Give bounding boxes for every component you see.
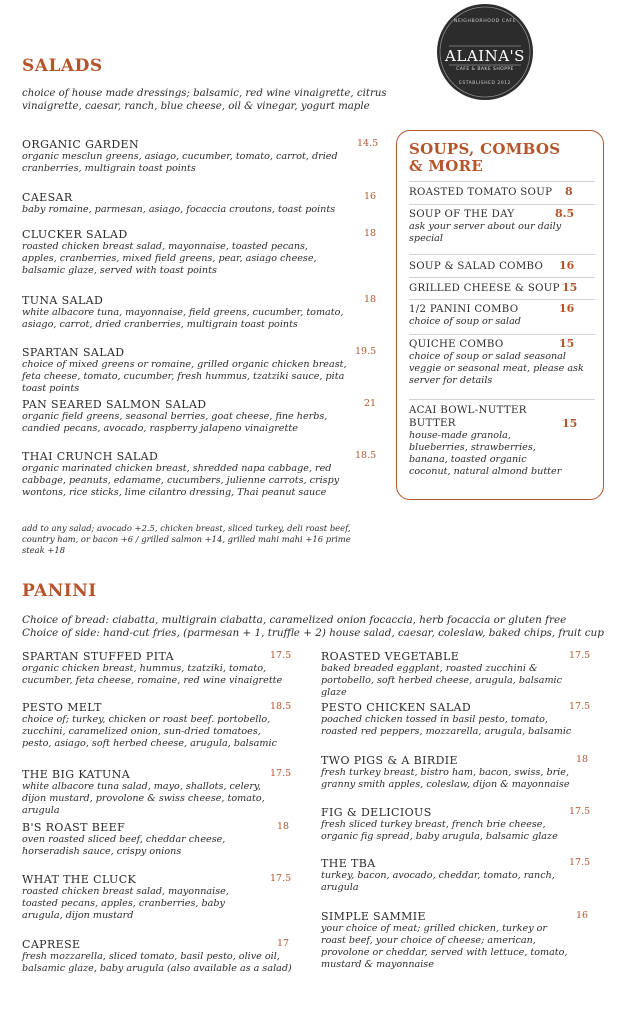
item-name: PESTO CHICKEN SALAD — [321, 701, 472, 714]
salad-spartan — [22, 346, 377, 395]
logo-name: ALAINA'S — [445, 47, 525, 65]
item-name: ACAI BOWL-NUTTER BUTTER — [409, 405, 527, 429]
item-description: choice of; turkey, chicken or roast beef. portobello, zucchini, caramelized onion, sun-dried tomatoes, pesto, asiago, soft herbed cheese, arugula, balsamic — [22, 714, 277, 749]
item-name: ROASTED VEGETABLE — [321, 650, 460, 663]
item-price: 21 — [364, 398, 377, 409]
logo-sub: CAFE & BAKE SHOPPE — [456, 67, 514, 72]
item-name: TWO PIGS & A BIRDIE — [321, 754, 458, 767]
item-price: 17.5 — [270, 873, 292, 884]
panini-spartan-stuffed-pita — [22, 650, 292, 687]
divider — [409, 181, 595, 182]
item-name: PESTO MELT — [22, 701, 102, 714]
panini-the-tba — [321, 857, 591, 894]
item-name: THAI CRUNCH SALAD — [22, 450, 159, 463]
panini-the-big-katuna — [22, 768, 292, 817]
soups-heading-line1: SOUPS, COMBOS — [409, 140, 561, 158]
item-name: SOUP & SALAD COMBO — [409, 261, 544, 272]
divider — [409, 204, 595, 205]
item-name: THE BIG KATUNA — [22, 768, 131, 781]
item-price: 17.5 — [569, 806, 591, 817]
item-description: poached chicken tossed in basil pesto, tomato, roasted red peppers, mozzarella, arugula, balsamic — [321, 714, 572, 737]
quiche-combo — [409, 338, 595, 387]
divider — [409, 399, 595, 400]
item-name: SPARTAN SALAD — [22, 346, 125, 359]
panini-caprese — [22, 938, 307, 975]
panini-bs-roast-beef — [22, 821, 292, 858]
item-price: 18 — [277, 821, 290, 832]
panini-fig-delicious — [321, 806, 591, 843]
soup-roasted-tomato — [409, 186, 595, 199]
panini-simple-sammie — [321, 910, 591, 971]
salad-organic-garden — [22, 138, 377, 175]
item-price: 16 — [559, 259, 575, 272]
item-name: CLUCKER SALAD — [22, 228, 128, 241]
item-name: CAESAR — [22, 191, 73, 204]
panini-two-pigs-birdie — [321, 754, 591, 791]
item-name: SOUP OF THE DAY — [409, 209, 515, 220]
cafe-logo — [437, 4, 533, 100]
item-price: 17 — [277, 938, 290, 949]
item-price: 17.5 — [270, 768, 292, 779]
panini-roasted-vegetable — [321, 650, 591, 699]
item-price: 15 — [562, 281, 578, 294]
item-price: 18 — [364, 294, 377, 305]
item-description: organic field greens, seasonal berries, goat cheese, fine herbs, candied pecans, avocado, raspberry jalapeno vinaigrette — [22, 411, 328, 434]
grilled-cheese-soup — [409, 282, 595, 295]
item-description: white albacore tuna salad, mayo, shallots, celery, dijon mustard, provolone & swiss cheese, tomato, arugula — [22, 781, 265, 816]
soups-heading — [409, 141, 560, 175]
soups-combos-box — [396, 130, 604, 500]
item-price: 19.5 — [355, 346, 377, 357]
salads-dressing-note: choice of house made dressings; balsamic, red wine vinaigrette, citrus vinaigrette, caesar, ranch, blue cheese, oil & vinegar, yogurt maple — [22, 88, 387, 112]
salad-pan-seared-salmon — [22, 398, 377, 435]
panini-bread-note: Choice of bread: ciabatta, multigrain ciabatta, caramelized onion focaccia, herb focaccia or gluten free — [22, 614, 567, 626]
item-description: fresh turkey breast, bistro ham, bacon, swiss, brie, granny smith apples, coleslaw, dijon & mayonnaise — [321, 767, 570, 790]
item-price: 18 — [364, 228, 377, 239]
item-name: TUNA SALAD — [22, 294, 104, 307]
item-name: WHAT THE CLUCK — [22, 873, 137, 886]
item-price: 17.5 — [270, 650, 292, 661]
soup-salad-combo — [409, 260, 595, 273]
item-price: 17.5 — [569, 857, 591, 868]
item-description: fresh mozzarella, sliced tomato, basil pesto, olive oil, balsamic glaze, baby arugula (also available as a salad) — [22, 951, 292, 974]
item-description: roasted chicken breast salad, mayonnaise, toasted pecans, apples, cranberries, mixed field greens, pear, asiago cheese, balsamic glaze, served with toast points — [22, 241, 317, 276]
item-price: 8.5 — [555, 207, 575, 220]
salad-addons-note: add to any salad; avocado +2.5, chicken breast, sliced turkey, deli roast beef, country ham, or bacon +6 / grilled salmon +14, grilled mahi mahi +16 prime steak +18 — [22, 523, 351, 555]
panini-side-note: Choice of side: hand-cut fries, (parmesan + 1, truffle + 2) house salad, caesar, coleslaw, baked chips, fruit cup — [22, 627, 604, 639]
item-name: PAN SEARED SALMON SALAD — [22, 398, 207, 411]
logo-top-text: NEIGHBORHOOD CAFE — [453, 19, 517, 24]
item-price: 18.5 — [355, 450, 377, 461]
item-description: house-made granola, blueberries, strawberries, banana, toasted organic coconut, natural almond butter — [409, 430, 562, 477]
soups-heading-line2: & MORE — [409, 157, 484, 175]
item-description: turkey, bacon, avocado, cheddar, tomato, ranch, arugula — [321, 870, 555, 893]
salad-tuna — [22, 294, 377, 331]
item-description: choice of soup or salad seasonal veggie or seasonal meat, please ask server for details — [409, 351, 584, 386]
item-price: 18 — [576, 754, 589, 765]
item-price: 15 — [562, 417, 578, 430]
item-price: 18.5 — [270, 701, 292, 712]
item-description: organic chicken breast, hummus, tzatziki, tomato, cucumber, feta cheese, romaine, red wine vinaigrette — [22, 663, 283, 686]
panini-pesto-chicken-salad — [321, 701, 591, 738]
salad-caesar — [22, 191, 377, 216]
item-description: choice of soup or salad — [409, 316, 521, 327]
item-price: 14.5 — [357, 138, 379, 149]
item-description: choice of mixed greens or romaine, grilled organic chicken breast, feta cheese, tomato, cucumber, fresh hummus, tzatziki sauce, pita toast points — [22, 359, 347, 394]
item-name: ROASTED TOMATO SOUP — [409, 187, 553, 198]
divider — [409, 254, 595, 255]
item-name: CAPRESE — [22, 938, 81, 951]
item-name: B'S ROAST BEEF — [22, 821, 126, 834]
item-description: white albacore tuna, mayonnaise, field greens, cucumber, tomato, asiago, carrot, dried cranberries, multigrain toast points — [22, 307, 344, 330]
item-price: 17.5 — [569, 701, 591, 712]
item-description: ask your server about our daily special — [409, 221, 562, 244]
item-description: your choice of meat; grilled chicken, turkey or roast beef, your choice of cheese; american, provolone or cheddar, served with lettuce, tomato, mustard & mayonnaise — [321, 923, 568, 970]
panini-what-the-cluck — [22, 873, 292, 922]
item-name: SPARTAN STUFFED PITA — [22, 650, 174, 663]
item-description: roasted chicken breast salad, mayonnaise, toasted pecans, apples, cranberries, baby arugula, dijon mustard — [22, 886, 229, 921]
item-name: FIG & DELICIOUS — [321, 806, 432, 819]
soup-of-the-day — [409, 208, 595, 245]
panini-pesto-melt — [22, 701, 292, 750]
item-description: oven roasted sliced beef, cheddar cheese, horseradish sauce, crispy onions — [22, 834, 226, 857]
item-name: 1/2 PANINI COMBO — [409, 304, 519, 315]
item-description: baby romaine, parmesan, asiago, focaccia croutons, toast points — [22, 204, 336, 215]
item-name: SIMPLE SAMMIE — [321, 910, 426, 923]
divider — [409, 334, 595, 335]
item-price: 16 — [559, 302, 575, 315]
item-price: 15 — [559, 337, 575, 350]
item-description: organic marinated chicken breast, shredded napa cabbage, red cabbage, peanuts, edamame, cucumbers, julienne carrots, crispy wontons, rice sticks, lime cilantro dressing, Thai peanut sauce — [22, 463, 340, 498]
item-price: 16 — [576, 910, 589, 921]
item-price: 16 — [364, 191, 377, 202]
item-price: 17.5 — [569, 650, 591, 661]
item-description: organic mesclun greens, asiago, cucumber, tomato, carrot, dried cranberries, multigrain toast points — [22, 151, 338, 174]
acai-bowl — [409, 404, 595, 478]
half-panini-combo — [409, 303, 595, 328]
item-name: QUICHE COMBO — [409, 339, 504, 350]
salad-clucker — [22, 228, 377, 277]
item-description: fresh sliced turkey breast, french brie cheese, organic fig spread, baby arugula, balsamic glaze — [321, 819, 558, 842]
salads-heading: SALADS — [22, 56, 103, 76]
item-price: 8 — [565, 185, 573, 198]
salad-thai-crunch — [22, 450, 377, 499]
divider — [409, 299, 595, 300]
panini-heading: PANINI — [22, 581, 97, 601]
item-description: baked breaded eggplant, roasted zucchini & portobello, soft herbed cheese, arugula, balsamic glaze — [321, 663, 562, 698]
item-name: THE TBA — [321, 857, 376, 870]
logo-bottom-text: ESTABLISHED 2012 — [458, 81, 512, 86]
divider — [409, 277, 595, 278]
item-name: ORGANIC GARDEN — [22, 138, 140, 151]
item-name: GRILLED CHEESE & SOUP — [409, 283, 560, 294]
